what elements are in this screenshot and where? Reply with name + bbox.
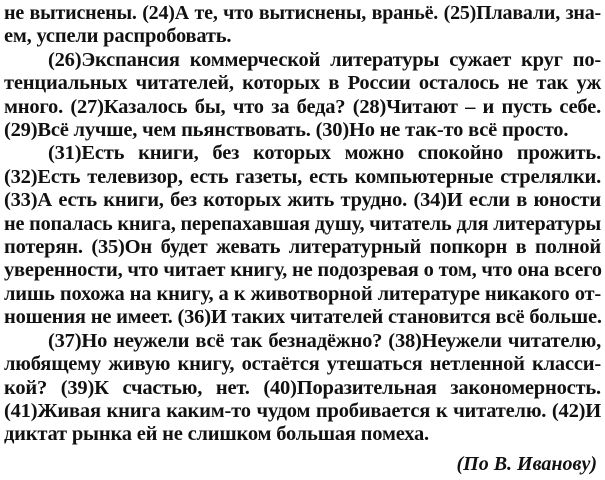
text-line: ношения не имеет. (36)И таких читателей становится всё больше.: [4, 306, 602, 329]
text-line: не попалась книга, перепахавшая душу, читатель для литературы: [4, 212, 601, 235]
text-line: лишь похожа на книгу, а к животворной литературе никакого от-: [4, 282, 601, 305]
text-line: (33)А есть книги, без которых жить трудно. (34)И если в юности: [4, 189, 601, 212]
text-line: ем, успели распробовать.: [4, 25, 232, 48]
text-line: (26)Экспансия коммерческой литературы сужает круг по-: [48, 48, 601, 71]
text-line: много. (27)Казалось бы, что за беда? (28)Читают – и пусть себе.: [4, 95, 601, 118]
text-line: кой? (39)К счастью, нет. (40)Поразительная закономерность.: [4, 376, 601, 399]
text-body: [4, 2, 601, 447]
text-line: (37)Но неужели всё так безнадёжно? (38)Неужели читателю,: [48, 329, 601, 352]
text-line: любящему живую книгу, остаётся утешаться нетленной класси-: [4, 353, 601, 376]
text-line: (29)Всё лучше, чем пьянствовать. (30)Но не так-то всё просто.: [4, 119, 569, 142]
text-line: (41)Живая книга каким-то чудом пробивается к читателю. (42)И: [4, 399, 601, 422]
text-line: уверенности, что читает книгу, не подозревая о том, что она всего: [4, 259, 602, 282]
text-line: диктат рынка ей не слишком большая помеха.: [4, 423, 429, 446]
text-line: потерян. (35)Он будет жевать литературный попкорн в полной: [4, 236, 601, 259]
text-line: (32)Есть телевизор, есть газеты, есть компьютерные стрелялки.: [4, 165, 601, 188]
author-attribution: (По В. Иванову): [456, 453, 597, 475]
text-line: тенциальных читателей, которых в России осталось не так уж: [4, 72, 601, 95]
text-line: (31)Есть книги, без которых можно спокойно прожить.: [48, 142, 601, 165]
text-line: не вытиснены. (24)А те, что вытиснены, враньё. (25)Плавали, зна-: [4, 2, 601, 24]
